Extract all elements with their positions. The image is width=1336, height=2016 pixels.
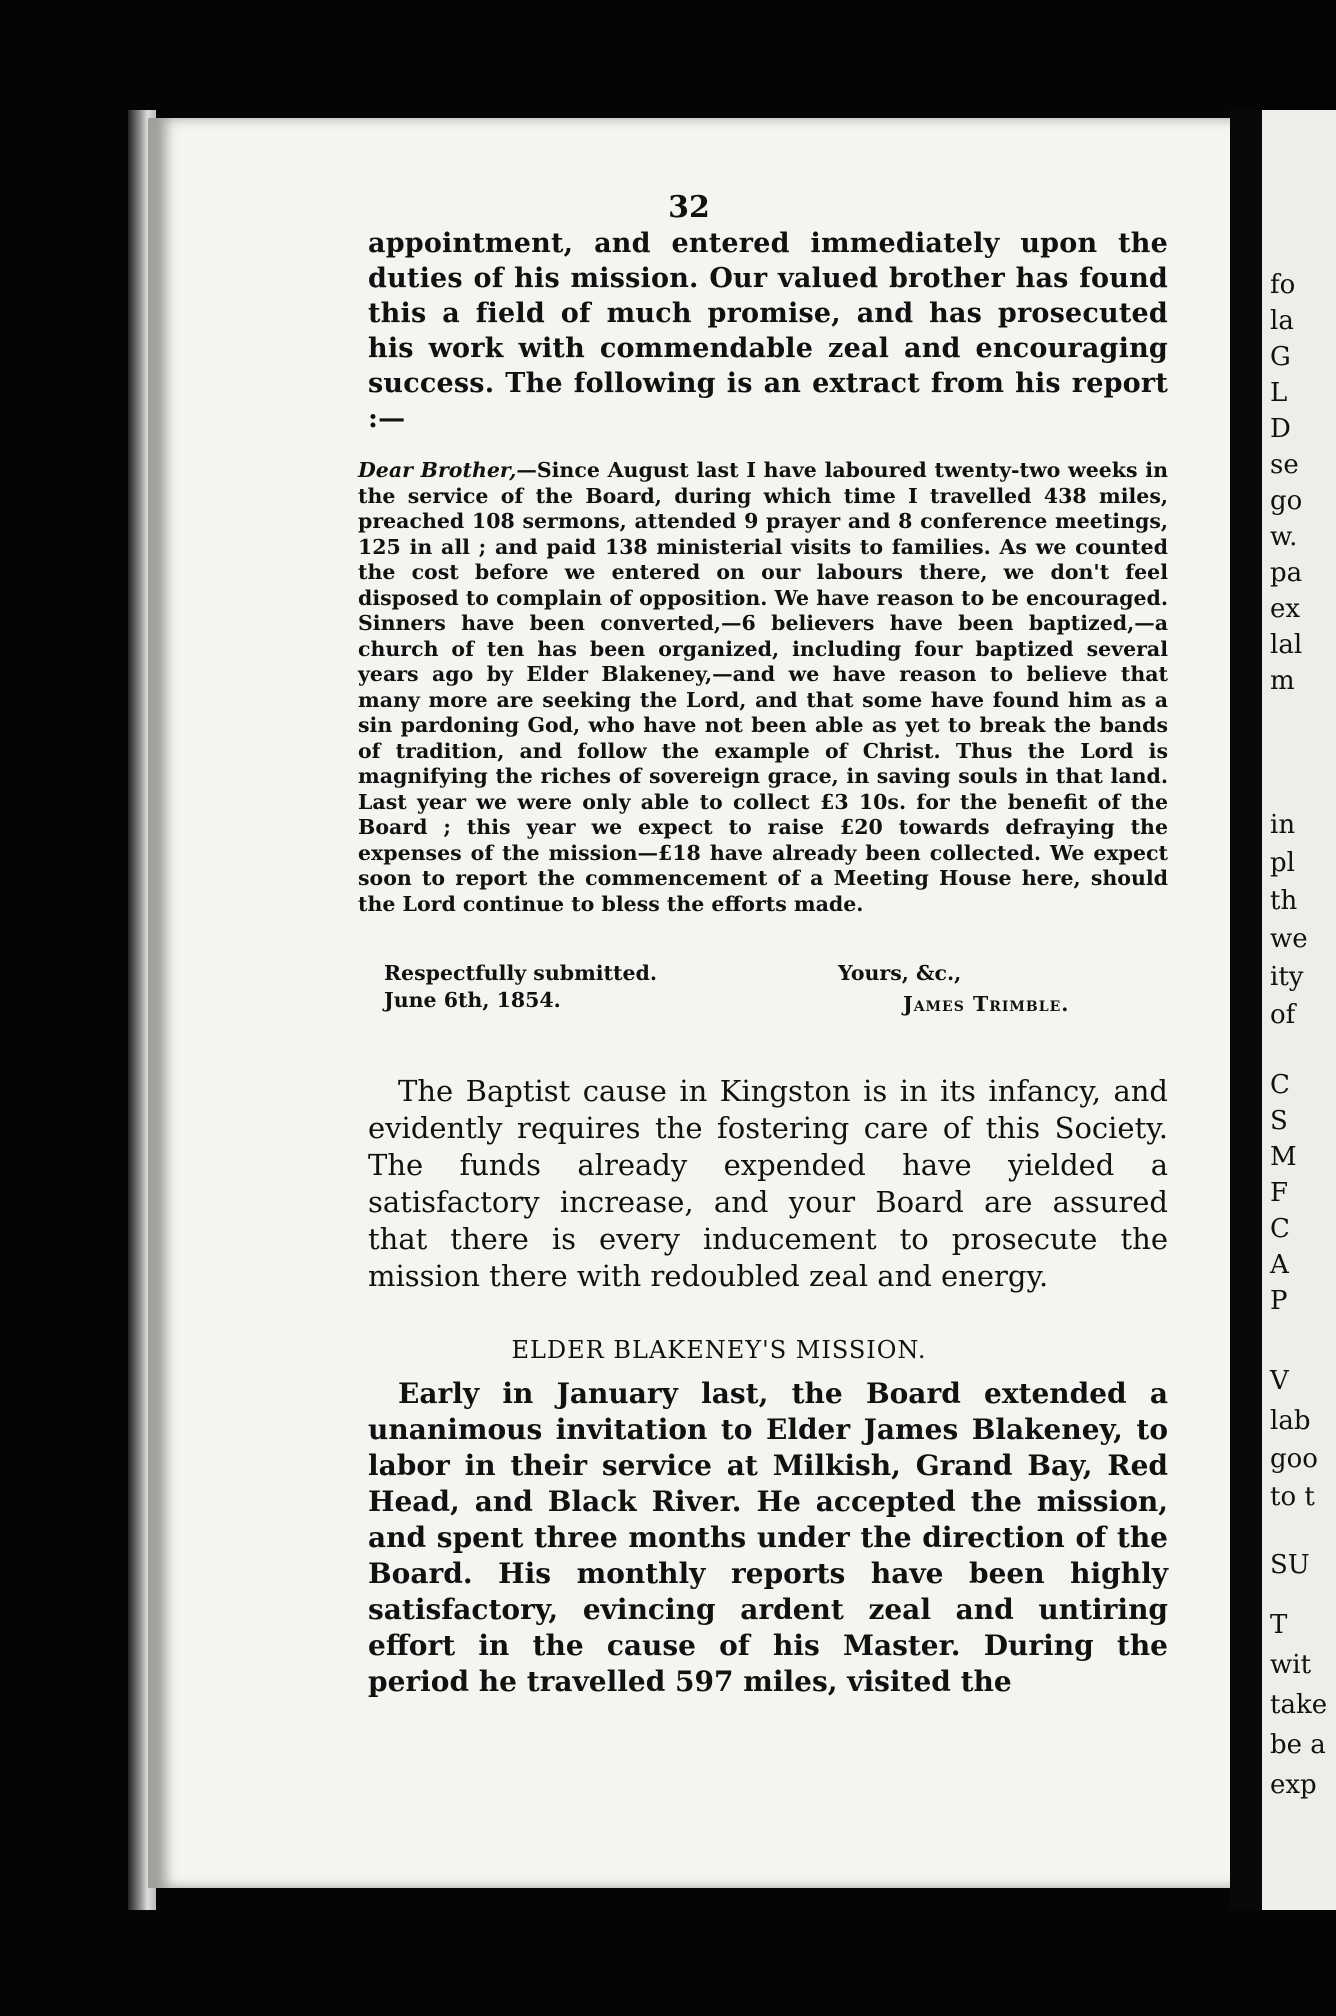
facing-fragment: wit — [1270, 1650, 1312, 1680]
facing-fragment: G — [1270, 342, 1291, 372]
facing-fragment: lal — [1270, 630, 1303, 660]
facing-fragment: se — [1270, 450, 1299, 480]
letter-body: —Since August last I have laboured twenty-two weeks in the service of the Board, during which time I travelled 438 miles, preached 108 sermons, attended 9 prayer and 8 conference meetings, 125 in all ; and paid 138 ministerial visits to families. As we counted the cost before we entered on our labours there, we don't feel disposed to complain of opposition. We have reason to be encouraged. Sinners have been converted,—6 believers have been baptized,—a church of ten has been organized, including four baptized several years ago by Elder Blakeney,—and we have reason to believe that many more are seeking the Lord, and that some have found him as a sin pardoning God, who have not been able as yet to break the bands of tradition, and follow the example of Christ. Thus the Lord is magnifying the riches of sovereign grace, in saving souls in that land. Last year we were only able to collect £3 10s. for the benefit of the Board ; this year we expect to raise £20 towards defraying the expenses of the mission—£18 have already been collected. We expect soon to report the commencement of a Meeting House here, should the Lord continue to bless the efforts made. — [358, 458, 1168, 916]
blakeney-paragraph: Early in January last, the Board extended a unanimous invitation to Elder James Blakeney, to labor in their service at Milkish, Grand Bay, Red Head, and Black River. He accepted the mission, and spent three months under the direction of the Board. His monthly reports have been highly satisfactory, evincing ardent zeal and untiring effort in the cause of his Master. During the period he travelled 597 miles, visited the — [368, 1377, 1168, 1698]
facing-fragment: go — [1270, 486, 1303, 516]
kingston-paragraph: The Baptist cause in Kingston is in its infancy, and evidently requires the fostering care of this Society. The funds already expended have yielded a satisfactory increase, and your Board are assured that there is every inducement to prosecute the mission there with redoubled zeal and energy. — [368, 1074, 1168, 1293]
facing-fragment: P — [1270, 1286, 1288, 1316]
letter-closing-right: Yours, &c., — [838, 961, 962, 985]
facing-fragment: ity — [1270, 962, 1304, 992]
opening-paragraph: appointment, and entered immediately upon the duties of his mission. Our valued brother has found this a field of much promise, and has prosecuted his work with commendable zeal and encouraging success. The following is an extract from his report :— — [368, 228, 1168, 434]
facing-fragment: exp — [1270, 1770, 1317, 1800]
facing-fragment: SU — [1270, 1550, 1310, 1580]
facing-fragment: goo — [1270, 1444, 1318, 1474]
facing-fragment: to t — [1270, 1482, 1315, 1512]
facing-fragment: w. — [1270, 522, 1298, 552]
facing-fragment: take — [1270, 1690, 1328, 1720]
facing-fragment: of — [1270, 1000, 1296, 1030]
facing-fragment: V — [1270, 1366, 1289, 1396]
facing-fragment: m — [1270, 666, 1295, 696]
facing-fragment: fo — [1270, 270, 1296, 300]
facing-fragment: C — [1270, 1070, 1290, 1100]
book-gutter — [1230, 110, 1262, 1910]
facing-fragment: C — [1270, 1214, 1290, 1244]
letter-salutation: Dear Brother, — [358, 458, 517, 482]
report-letter — [358, 458, 1168, 917]
facing-fragment: M — [1270, 1142, 1297, 1172]
facing-fragment: ex — [1270, 594, 1301, 624]
facing-fragment: be a — [1270, 1730, 1326, 1760]
facing-fragment: F — [1270, 1178, 1289, 1208]
letter-closing-left: Respectfully submitted. — [384, 961, 658, 985]
letter-signer: James Trimble. — [903, 992, 1070, 1016]
facing-fragment: pl — [1270, 848, 1295, 878]
facing-fragment: th — [1270, 886, 1298, 916]
facing-fragment: la — [1270, 306, 1294, 336]
facing-fragment: S — [1270, 1106, 1288, 1136]
facing-fragment: we — [1270, 924, 1308, 954]
book-page — [148, 118, 1230, 1888]
section-heading: ELDER BLAKENEY'S MISSION. — [511, 1336, 927, 1364]
facing-page — [1262, 110, 1336, 1910]
letter-date: June 6th, 1854. — [384, 988, 561, 1012]
facing-fragment: pa — [1270, 558, 1303, 588]
facing-fragment: T — [1270, 1610, 1288, 1640]
facing-fragment: lab — [1270, 1406, 1311, 1436]
facing-fragment: A — [1270, 1250, 1289, 1280]
facing-fragment: D — [1270, 414, 1291, 444]
facing-fragment: in — [1270, 810, 1296, 840]
page-number: 32 — [668, 190, 710, 225]
facing-fragment: L — [1270, 378, 1288, 408]
